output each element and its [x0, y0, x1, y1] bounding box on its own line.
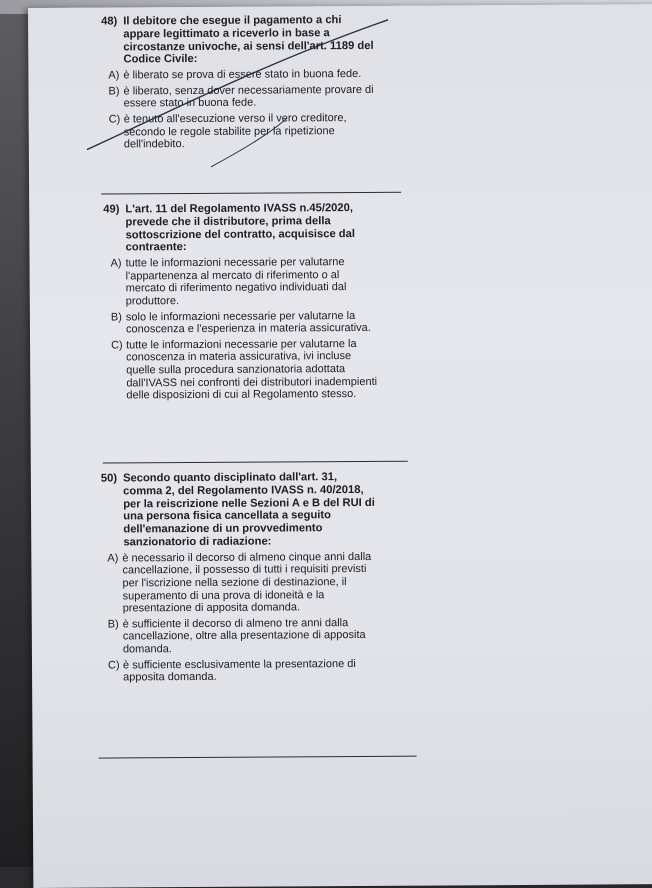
option-letter: A) — [107, 552, 119, 565]
option-letter: B) — [108, 85, 120, 98]
option-b — [111, 309, 424, 336]
question-number: 50) — [100, 472, 118, 485]
separator-line — [99, 756, 417, 759]
option-a — [107, 550, 431, 615]
exam-sheet — [28, 4, 652, 888]
option-b — [108, 83, 411, 110]
option-letter: A) — [108, 69, 120, 82]
option-text: è sufficiente il decorso di almeno tre anni dalla cancellazione, oltre alla presentazione di apposita domanda. — [122, 616, 366, 656]
separator-line — [103, 461, 408, 464]
option-text: tutte le informazioni necessarie per valutarne l'appartenenza al mercato di riferimento o al mercato di riferimento negativo individuati dal produttore. — [125, 256, 347, 308]
option-text: tutte le informazioni necessarie per valutarne la conoscenza in materia assicurativa, ivi incluse quelle sulla procedura sanzionatoria adottata dall'IVASS nei confronti dei distributori inadempienti delle disposizioni di cui al Regolamento stesso. — [126, 337, 378, 402]
option-b — [108, 616, 432, 656]
option-a — [111, 256, 424, 308]
option-text: è tenuto all'esecuzione verso il vero creditore, secondo le regole stabilite per la ripetizione dell'indebito. — [123, 112, 347, 151]
question-50 — [101, 471, 432, 685]
question-48 — [101, 14, 412, 152]
option-text: è necessario il decorso di almeno cinque anni dalla cancellazione, il possesso di tutti i requisiti previsti per l'iscrizione nella sezione di destinazione, il superamento di una prova di idoneità e la presentazione di apposita domanda. — [122, 550, 372, 615]
question-text: Secondo quanto disciplinato dall'art. 31, comma 2, del Regolamento IVASS n. 40/2018, per la reiscrizione nelle Sezioni A e B del RUI di una persona fisica cancellata a seguito dell'emanazione di un provvedimento sanzionatorio di radiazione: — [123, 471, 375, 549]
option-text: è sufficiente esclusivamente la presentazione di apposita domanda. — [122, 657, 356, 684]
question-number: 48) — [101, 15, 118, 28]
option-letter: C) — [108, 113, 121, 126]
option-letter: A) — [110, 257, 122, 270]
option-c — [111, 337, 424, 402]
option-letter: B) — [107, 618, 119, 631]
question-text: L'art. 11 del Regolamento IVASS n.45/2020, prevede che il distributore, prima della sottoscrizione del contratto, acquisisce dal contraente: — [125, 202, 355, 254]
option-letter: C) — [107, 658, 120, 672]
option-letter: C) — [111, 339, 123, 352]
option-a — [108, 68, 411, 82]
option-c — [109, 112, 412, 152]
question-49 — [103, 202, 424, 403]
option-text: è liberato, senza dover necessariamente provare di essere stato in buona fede. — [123, 83, 374, 110]
question-text: Il debitore che esegue il pagamento a chi appare legittimato a riceverlo in base a circostanze univoche, ai sensi dell'art. 1189 del Codice Civile: — [123, 14, 374, 66]
question-number: 49) — [103, 203, 120, 216]
option-c — [108, 657, 432, 684]
option-letter: B) — [110, 310, 122, 324]
option-text: è liberato se prova di essere stato in buona fede. — [123, 68, 362, 82]
option-text: solo le informazioni necessarie per valutarne la conoscenza e l'esperienza in materia assicurativa. — [125, 309, 371, 336]
separator-line — [101, 192, 401, 195]
